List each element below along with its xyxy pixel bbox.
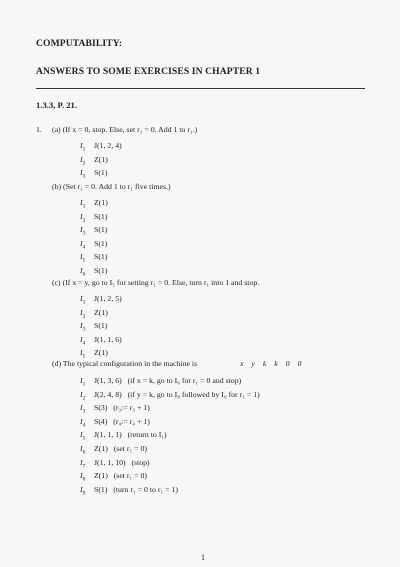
instruction-op: J(1, 2, 5) (94, 294, 122, 303)
instruction-op: S(1) (94, 168, 108, 177)
instruction-line (80, 430, 167, 442)
instruction-label: $I_5$ (80, 430, 86, 442)
instruction-op: J(1, 1, 10) (stop) (94, 457, 150, 467)
instruction-line (80, 266, 107, 278)
instruction-op: Z(1) (set r₁ = 0) (94, 444, 148, 453)
machine-configuration: x y k k 0 0 (240, 359, 302, 368)
instruction-line (80, 168, 107, 180)
instruction-label: $I_2$ (80, 389, 86, 402)
instruction-line (80, 471, 147, 483)
instruction-op: J(2, 4, 8) (if y = k, go to I₈ followed by I₉ for r₁ = 1) (94, 389, 260, 399)
title-divider (36, 88, 365, 89)
document-subtitle: ANSWERS TO SOME EXERCISES IN CHAPTER 1 (36, 66, 261, 77)
instruction-label: $I_3$ (80, 321, 86, 333)
instruction-op: S(1) (94, 321, 108, 330)
instruction-label: $I_2$ (80, 154, 86, 167)
instruction-line (80, 294, 122, 306)
instruction-op: S(1) (94, 238, 108, 248)
instruction-op: S(1) (turn r₁ = 0 to r₁ = 1) (94, 484, 178, 494)
part-c-text: (c) (If x = y, go to I₅ for setting r₁ = 0. Else, turn r₁ into 1 and stop. (52, 278, 260, 287)
instruction-op: Z(1) (94, 198, 108, 207)
instruction-op: Z(1) (94, 154, 108, 164)
instruction-line (80, 376, 241, 388)
instruction-op: Z(1) (94, 348, 108, 357)
instruction-line (80, 239, 107, 251)
instruction-op: J(1, 2, 4) (94, 141, 122, 150)
instruction-label: $I_1$ (80, 376, 86, 388)
instruction-line (80, 417, 150, 429)
instruction-op: J(1, 3, 6) (if x = k, go to I₆ for r₁ = 0 and stop) (94, 376, 242, 385)
instruction-label: $I_1$ (80, 141, 86, 153)
part-a-text: (a) (If x = 0, stop. Else, set r₁ = 0. Add 1 to r₁.) (52, 125, 198, 134)
instruction-line (80, 252, 107, 264)
instruction-line (80, 321, 107, 333)
instruction-line (80, 348, 108, 360)
page-number: 1 (201, 553, 205, 562)
instruction-op: S(1) (94, 225, 108, 235)
instruction-op: S(3) (r₃:= r₃ + 1) (94, 403, 150, 413)
instruction-line (80, 335, 122, 347)
instruction-line (80, 198, 108, 210)
instruction-line (80, 155, 108, 167)
instruction-label: $I_3$ (80, 168, 86, 180)
instruction-label: $I_5$ (80, 348, 86, 360)
instruction-label: $I_6$ (80, 444, 86, 456)
instruction-label: $I_2$ (80, 307, 86, 320)
instruction-label: $I_9$ (80, 484, 86, 497)
instruction-label: $I_6$ (80, 266, 86, 278)
instruction-op: S(1) (94, 266, 108, 275)
instruction-op: S(1) (94, 211, 108, 221)
instruction-line (80, 403, 150, 415)
instruction-label: $I_4$ (80, 238, 86, 251)
instruction-op: S(1) (94, 252, 108, 262)
instruction-label: $I_5$ (80, 252, 86, 264)
exercise-number: 1. (36, 125, 42, 134)
instruction-line (80, 444, 147, 456)
instruction-label: $I_3$ (80, 225, 86, 237)
document-title: COMPUTABILITY: (36, 38, 123, 49)
instruction-line (80, 390, 260, 402)
instruction-label: $I_4$ (80, 416, 86, 429)
instruction-line (80, 141, 122, 153)
instruction-label: $I_1$ (80, 198, 86, 210)
instruction-line (80, 458, 150, 470)
instruction-label: $I_8$ (80, 471, 86, 483)
instruction-line (80, 225, 107, 237)
instruction-op: J(1, 1, 1) (return to I₁) (94, 430, 167, 440)
instruction-op: Z(1) (94, 307, 108, 317)
instruction-line (80, 485, 178, 497)
instruction-line (80, 308, 108, 320)
instruction-label: $I_7$ (80, 457, 86, 470)
part-d-text: (d) The typical configuration in the machine is (52, 359, 198, 368)
instruction-label: $I_2$ (80, 211, 86, 224)
instruction-label: $I_1$ (80, 294, 86, 306)
instruction-op: S(4) (r₄:= r₄ + 1) (94, 416, 150, 426)
instruction-op: Z(1) (set r₁ = 0) (94, 471, 148, 481)
section-heading: 1.3.3, P. 21. (36, 100, 77, 110)
instruction-op: J(1, 1, 6) (94, 334, 122, 344)
part-b-text: (b) (Set r₁ = 0. Add 1 to r₁ five times.) (52, 182, 171, 191)
instruction-label: $I_3$ (80, 403, 86, 415)
instruction-line (80, 212, 107, 224)
instruction-label: $I_4$ (80, 334, 86, 347)
